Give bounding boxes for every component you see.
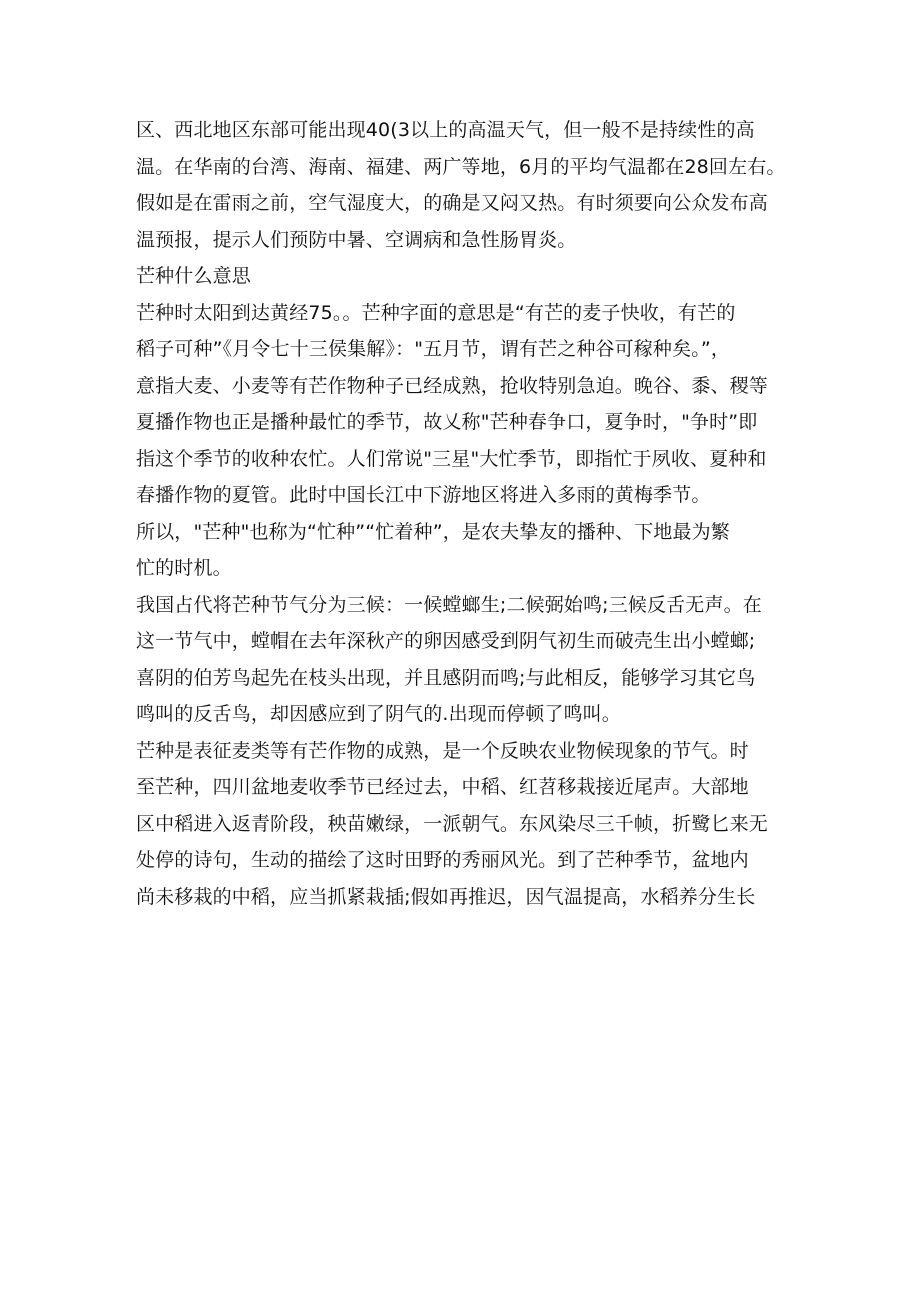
paragraph-high-temperature bbox=[136, 112, 796, 258]
text-line: 温。在华南的台湾、海南、福建、两广等地，6月的平均气温都在28回左右。 bbox=[136, 155, 786, 178]
text-line: 意指大麦、小麦等有芒作物种子已经成熟，抢收特别急迫。晚谷、黍、稷等 bbox=[136, 374, 768, 397]
text-line: 春播作物的夏管。此时中国长江中下游地区将进入多雨的黄梅季节。 bbox=[136, 484, 711, 506]
text-line: 这一节气中，螳帽在去年深秋产的卵因感受到阴气初生而破壳生出小螳螂; bbox=[136, 630, 756, 652]
text-line: 芒种是表征麦类等有芒作物的成熟，是一个反映农业物候现象的节气。时 bbox=[136, 739, 749, 762]
text-line: 芒种时太阳到达黄经75。。芒种字面的意思是“有芒的麦子快收，有芒的 bbox=[136, 301, 736, 324]
text-line: 尚未移栽的中稻，应当抓紧栽插;假如再推迟，因气温提高，水稻养分生长 bbox=[136, 885, 756, 908]
text-line: 夏播作物也正是播种最忙的季节，故乂称"芒种春争口，夏争时，"争时”即 bbox=[136, 411, 758, 433]
text-line: 温预报，提示人们预防中暑、空调病和急性肠胃炎。 bbox=[136, 228, 577, 251]
text-line: 处停的诗句，生动的描绘了这时田野的秀丽风光。到了芒种季节，盆地内 bbox=[136, 849, 749, 871]
text-line: 鸣叫的反舌鸟，却因感应到了阴气的.出现而停顿了鸣叫。 bbox=[136, 703, 621, 725]
text-line: 假如是在雷雨之前，空气湿度大，的确是又闷又热。有时须要向公众发布高 bbox=[136, 192, 768, 214]
text-line: 稻子可种”《月令七十三侯集解》："五月节，谓有芒之种谷可稼种矣。”， bbox=[136, 338, 731, 360]
text-line: 区中稻进入返青阶段，秧苗嫩绿，一派朝气。东风染尽三千帧，折鹭匕来无 bbox=[136, 812, 768, 835]
document-body bbox=[136, 112, 796, 915]
text-line: 至芒种，四川盆地麦收季节已经过去，中稻、红苕移栽接近尾声。大部地 bbox=[136, 776, 749, 798]
text-line: 忙的时机。 bbox=[136, 557, 232, 579]
paragraph-three-phases bbox=[136, 587, 796, 733]
text-line: 喜阴的伯芳鸟起先在枝头出现，并且感阴而鸣;与此相反，能够学习其它鸟 bbox=[136, 666, 756, 689]
paragraph-busy-planting bbox=[136, 514, 796, 587]
text-line: 所以，"芒种"也称为“忙种”“忙着种”，是农夫挚友的播种、下地最为繁 bbox=[136, 520, 730, 543]
section-heading bbox=[136, 258, 796, 295]
paragraph-mangzhong-meaning bbox=[136, 295, 796, 514]
text-line: 我国占代将芒种节气分为三候：一候螳螂生;二候弼始鸣;三候反舌无声。在 bbox=[136, 593, 762, 616]
paragraph-crop-maturity bbox=[136, 733, 796, 916]
text-line: 指这个季节的收种农忙。人们常说"三星"大忙季节，即指忙于夙收、夏种和 bbox=[136, 447, 767, 470]
section-heading-text: 芒种什么意思 bbox=[136, 265, 251, 287]
text-line: 区、西北地区东部可能出现40(3以上的高温天气，但一般不是持续性的高 bbox=[136, 119, 755, 141]
